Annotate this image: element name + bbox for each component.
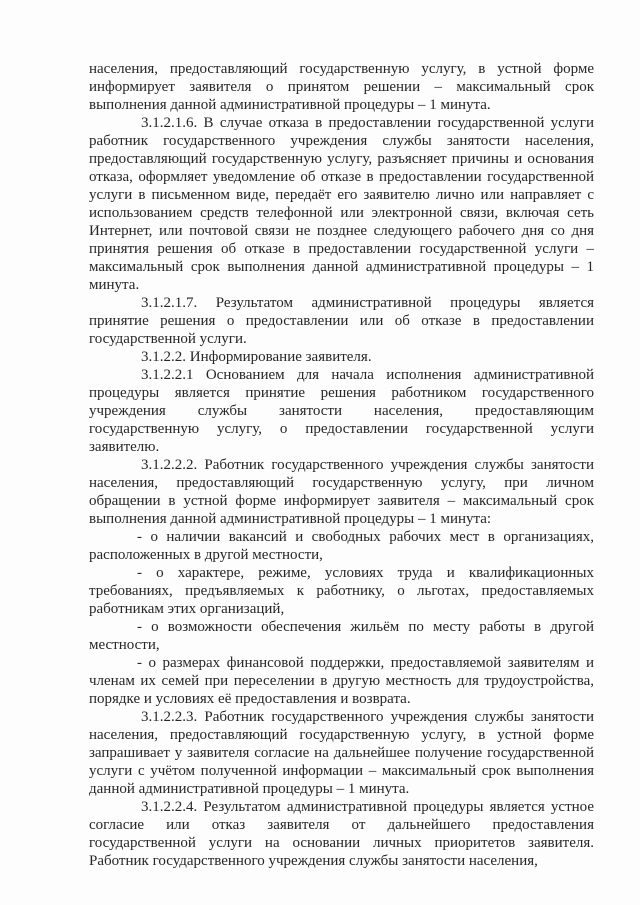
paragraph-3-1-2-2-2: 3.1.2.2.2. Работник государственного учреждения службы занятости населения, предоставляющий государственную услугу, при личном обращении в устной форме информирует заявителя – максимальный срок выполнения данной административной процедуры – 1 минута: xyxy=(89,457,594,527)
paragraph-3-1-2-1-6: 3.1.2.1.6. В случае отказа в предоставлении государственной услуги работник государственного учреждения службы занятости населения, предоставляющий государственную услугу, разъясняет причины и основания отказа, оформляет уведомление об отказе в предоставлении государственной услуги в письменном виде, передаёт его заявителю лично или направляет с использованием средств телефонной или электронной связи, включая сеть Интернет, или почтовой связи не позднее следующего рабочего дня со дня принятия решения об отказе в предоставлении государственной услуги – максимальный срок выполнения данной административной процедуры – 1 минута. xyxy=(89,115,594,293)
paragraph-3-1-2-1-7: 3.1.2.1.7. Результатом административной процедуры является принятие решения о предоставлении или об отказе в предоставлении государственной услуги. xyxy=(89,295,594,347)
paragraph-3-1-2-2-1: 3.1.2.2.1 Основанием для начала исполнения административной процедуры является принятие решения работником государственного учреждения службы занятости населения, предоставляющим государственную услугу, о предоставлении государственной услуги заявителю. xyxy=(89,367,594,455)
list-item-work-conditions: - о характере, режиме, условиях труда и квалификационных требованиях, предъявляемых к работнику, о льготах, предоставляемых работникам этих организаций, xyxy=(89,565,594,617)
paragraph-continuation: населения, предоставляющий государственную услугу, в устной форме информирует заявителя о принятом решении – максимальный срок выполнения данной административной процедуры – 1 минута. xyxy=(89,61,594,113)
paragraph-3-1-2-2-4: 3.1.2.2.4. Результатом административной процедуры является устное согласие или отказ заявителя от дальнейшего предоставления государственной услуги на основании личных приоритетов заявителя. Работник государственного учреждения службы занятости населения, xyxy=(89,799,594,869)
list-item-housing: - о возможности обеспечения жильём по месту работы в другой местности, xyxy=(89,619,594,653)
paragraph-3-1-2-2-3: 3.1.2.2.3. Работник государственного учреждения службы занятости населения, предоставляющий государственную услугу, в устной форме запрашивает у заявителя согласие на дальнейшее получение государственной услуги с учётом полученной информации – максимальный срок выполнения данной административной процедуры – 1 минута. xyxy=(89,709,594,797)
list-item-financial-support: - о размерах финансовой поддержки, предоставляемой заявителям и членам их семей при переселении в другую местность для трудоустройства, порядке и условиях её предоставления и возврата. xyxy=(89,655,594,707)
paragraph-3-1-2-2: 3.1.2.2. Информирование заявителя. xyxy=(141,349,372,365)
list-item-vacancies: - о наличии вакансий и свободных рабочих мест в организациях, расположенных в другой местности, xyxy=(89,529,594,563)
